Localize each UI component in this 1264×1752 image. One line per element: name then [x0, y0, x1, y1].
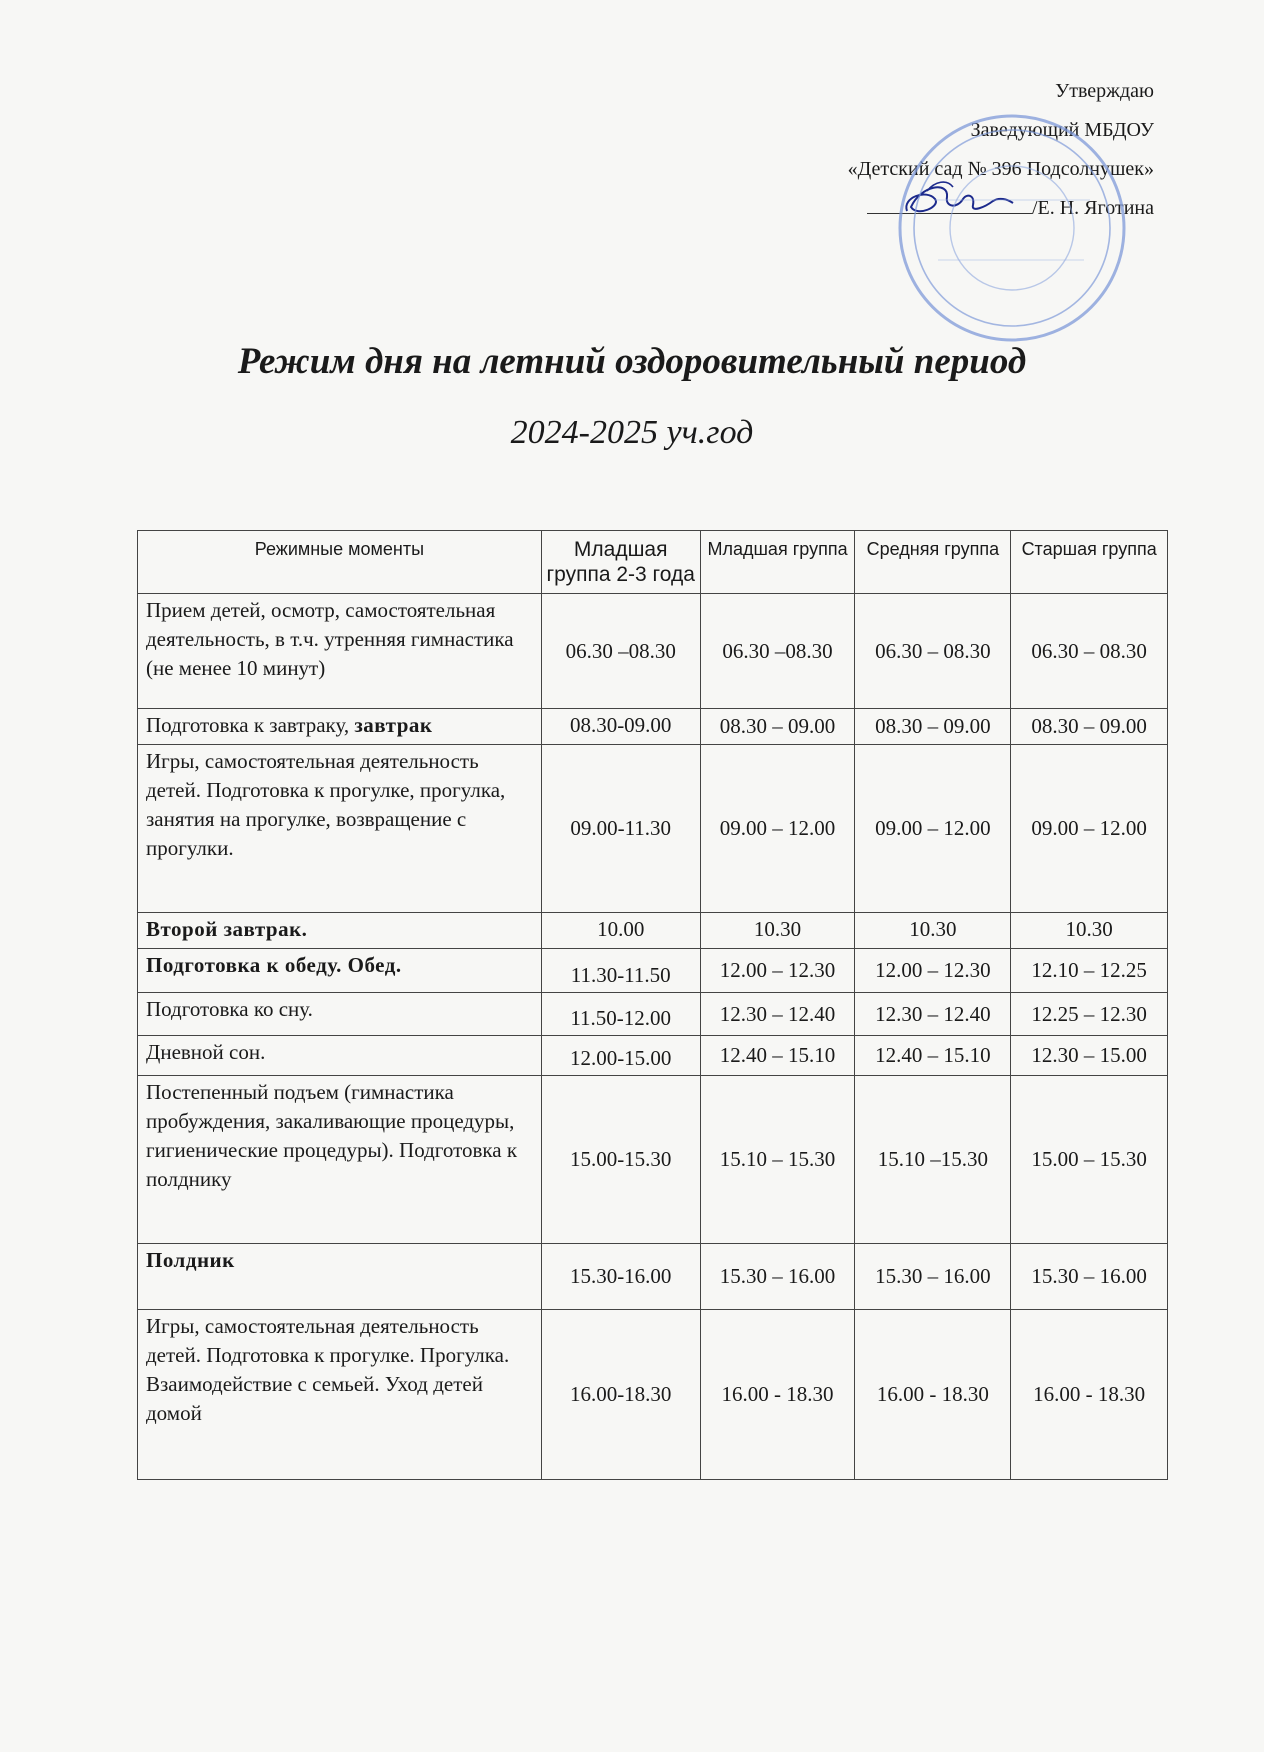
table-row: [138, 913, 1168, 949]
signatory-name: /Е. Н. Яготина: [1031, 197, 1154, 219]
table-row: [138, 745, 1168, 913]
time-cell: 10.00: [541, 913, 700, 949]
header-junior: Младшая группа: [700, 531, 855, 594]
time-cell: 09.00 – 12.00: [855, 745, 1011, 913]
time-cell: 15.30 – 16.00: [700, 1244, 855, 1310]
time-cell: 15.30 – 16.00: [1011, 1244, 1168, 1310]
time-cell: 12.00-15.00: [541, 1036, 700, 1076]
time-cell: 16.00 - 18.30: [700, 1310, 855, 1480]
table-row: [138, 1076, 1168, 1244]
activity-cell: [138, 709, 542, 745]
activity-cell: Постепенный подъем (гимнастика пробуждения, закаливающие процедуры, гигиенические процедуры). Подготовка к полднику: [138, 1076, 542, 1244]
header-junior-2-3: Младшая группа 2-3 года: [541, 531, 700, 594]
approval-line-1: Утверждаю: [1055, 80, 1154, 102]
time-cell: 12.30 – 15.00: [1011, 1036, 1168, 1076]
time-cell: 12.40 – 15.10: [855, 1036, 1011, 1076]
time-cell: 09.00 – 12.00: [1011, 745, 1168, 913]
activity-cell: Полдник: [138, 1244, 542, 1310]
time-cell: 10.30: [700, 913, 855, 949]
time-cell: 12.30 – 12.40: [700, 993, 855, 1036]
header-middle: Средняя группа: [855, 531, 1011, 594]
time-cell: 12.30 – 12.40: [855, 993, 1011, 1036]
time-cell: 11.30-11.50: [541, 949, 700, 993]
time-cell: 12.10 – 12.25: [1011, 949, 1168, 993]
activity-cell: Дневной сон.: [138, 1036, 542, 1076]
time-cell: 12.00 – 12.30: [855, 949, 1011, 993]
time-cell: 16.00-18.30: [541, 1310, 700, 1480]
time-cell: 09.00-11.30: [541, 745, 700, 913]
table-row: [138, 949, 1168, 993]
schedule-table: [137, 530, 1168, 1480]
activity-cell: Игры, самостоятельная деятельность детей. Подготовка к прогулке, прогулка, занятия на прогулке, возвращение с прогулки.: [138, 745, 542, 913]
activity-cell: Игры, самостоятельная деятельность детей. Подготовка к прогулке. Прогулка. Взаимодействие с семьей. Уход детей домой: [138, 1310, 542, 1480]
approval-line-3: «Детский сад № 396 Подсолнушек»: [847, 158, 1154, 180]
activity-cell: Подготовка ко сну.: [138, 993, 542, 1036]
time-cell: 16.00 - 18.30: [855, 1310, 1011, 1480]
time-cell: 15.30-16.00: [541, 1244, 700, 1310]
table-row: [138, 1036, 1168, 1076]
time-cell: 15.10 –15.30: [855, 1076, 1011, 1244]
table-row: [138, 709, 1168, 745]
table-row: [138, 993, 1168, 1036]
time-cell: 12.40 – 15.10: [700, 1036, 855, 1076]
time-cell: 08.30-09.00: [541, 709, 700, 745]
time-cell: 08.30 – 09.00: [1011, 709, 1168, 745]
table-header-row: [138, 531, 1168, 594]
round-stamp-icon: [894, 110, 1130, 346]
time-cell: 06.30 –08.30: [700, 594, 855, 709]
time-cell: 15.30 – 16.00: [855, 1244, 1011, 1310]
activity-cell: Второй завтрак.: [138, 913, 542, 949]
approval-line-2: Заведующий МБДОУ: [970, 119, 1154, 141]
header-senior: Старшая группа: [1011, 531, 1168, 594]
activity-text: Подготовка к завтраку,: [146, 713, 355, 737]
time-cell: 16.00 - 18.30: [1011, 1310, 1168, 1480]
activity-cell: Прием детей, осмотр, самостоятельная деятельность, в т.ч. утренняя гимнастика (не менее 10 минут): [138, 594, 542, 709]
time-cell: 08.30 – 09.00: [700, 709, 855, 745]
time-cell: 06.30 –08.30: [541, 594, 700, 709]
table-row: [138, 1244, 1168, 1310]
time-cell: 08.30 – 09.00: [855, 709, 1011, 745]
time-cell: 11.50-12.00: [541, 993, 700, 1036]
header-activity: Режимные моменты: [138, 531, 542, 594]
table-row: [138, 594, 1168, 709]
time-cell: 15.00 – 15.30: [1011, 1076, 1168, 1244]
time-cell: 10.30: [855, 913, 1011, 949]
table-row: [138, 1310, 1168, 1480]
activity-cell: Подготовка к обеду. Обед.: [138, 949, 542, 993]
page-title: Режим дня на летний оздоровительный период: [237, 341, 1027, 382]
page-subtitle: 2024-2025 уч.год: [510, 414, 754, 451]
time-cell: 09.00 – 12.00: [700, 745, 855, 913]
time-cell: 06.30 – 08.30: [855, 594, 1011, 709]
time-cell: 15.10 – 15.30: [700, 1076, 855, 1244]
time-cell: 15.00-15.30: [541, 1076, 700, 1244]
activity-text-bold: завтрак: [354, 713, 433, 737]
time-cell: 10.30: [1011, 913, 1168, 949]
time-cell: 12.00 – 12.30: [700, 949, 855, 993]
time-cell: 12.25 – 12.30: [1011, 993, 1168, 1036]
time-cell: 06.30 – 08.30: [1011, 594, 1168, 709]
